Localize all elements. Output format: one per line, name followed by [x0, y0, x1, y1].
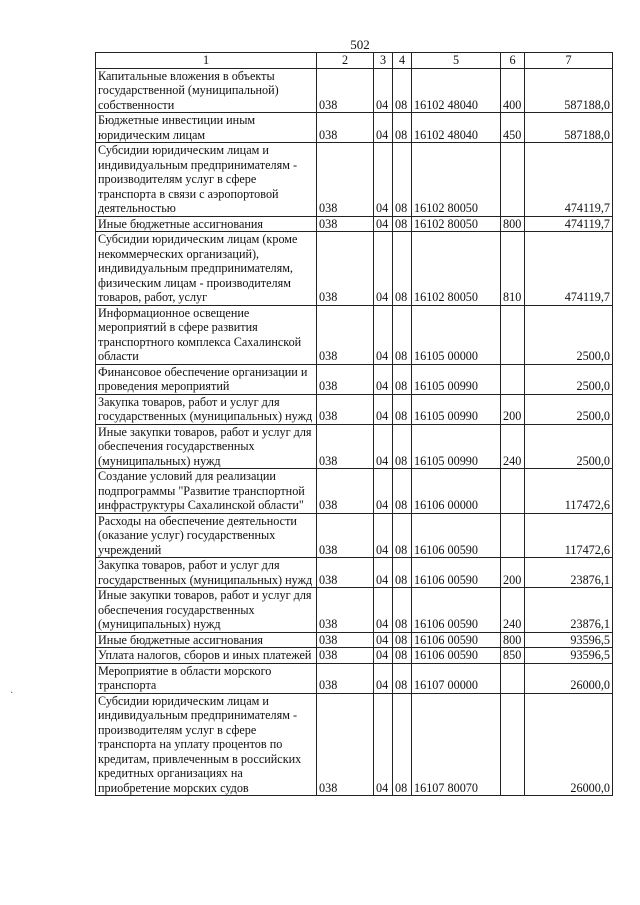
row-target-code: 16105 00000 [412, 305, 501, 364]
budget-table [95, 52, 613, 796]
row-section-code: 04 [374, 663, 393, 693]
row-description: Уплата налогов, сборов и иных платежей [96, 648, 317, 664]
row-ministry-code: 038 [317, 513, 374, 558]
row-expense-type-code: 850 [501, 648, 525, 664]
row-subsection-code: 08 [393, 216, 412, 232]
row-ministry-code: 038 [317, 216, 374, 232]
row-expense-type-code: 810 [501, 232, 525, 306]
row-description: Закупка товаров, работ и услуг для государственных (муниципальных) нужд [96, 394, 317, 424]
row-subsection-code: 08 [393, 424, 412, 469]
row-subsection-code: 08 [393, 663, 412, 693]
row-target-code: 16102 80050 [412, 216, 501, 232]
table-row [96, 588, 613, 633]
row-expense-type-code: 800 [501, 216, 525, 232]
row-amount: 26000,0 [525, 663, 613, 693]
row-subsection-code: 08 [393, 588, 412, 633]
row-ministry-code: 038 [317, 394, 374, 424]
row-description: Расходы на обеспечение деятельности (оказание услуг) государственных учреждений [96, 513, 317, 558]
row-ministry-code: 038 [317, 232, 374, 306]
row-target-code: 16102 48040 [412, 113, 501, 143]
row-ministry-code: 038 [317, 588, 374, 633]
table-row [96, 232, 613, 306]
row-description: Капитальные вложения в объекты государственной (муниципальной) собственности [96, 68, 317, 113]
row-description: Иные бюджетные ассигнования [96, 216, 317, 232]
page-number: 502 [350, 37, 370, 52]
row-ministry-code: 038 [317, 113, 374, 143]
scan-mark: · [10, 688, 14, 699]
row-target-code: 16106 00590 [412, 648, 501, 664]
row-section-code: 04 [374, 632, 393, 648]
row-target-code: 16102 48040 [412, 68, 501, 113]
table-row [96, 693, 613, 796]
row-description: Иные закупки товаров, работ и услуг для обеспечения государственных (муниципальных) нужд [96, 588, 317, 633]
row-description: Создание условий для реализации подпрограммы "Развитие транспортной инфраструктуры Сахалинской области" [96, 469, 317, 514]
table-row [96, 216, 613, 232]
row-expense-type-code: 200 [501, 558, 525, 588]
table-row [96, 648, 613, 664]
row-amount: 26000,0 [525, 693, 613, 796]
table-row [96, 513, 613, 558]
row-ministry-code: 038 [317, 68, 374, 113]
row-expense-type-code [501, 143, 525, 217]
row-target-code: 16102 80050 [412, 143, 501, 217]
row-description: Закупка товаров, работ и услуг для государственных (муниципальных) нужд [96, 558, 317, 588]
row-amount: 474119,7 [525, 232, 613, 306]
row-expense-type-code: 450 [501, 113, 525, 143]
row-section-code: 04 [374, 394, 393, 424]
row-section-code: 04 [374, 424, 393, 469]
row-description: Иные закупки товаров, работ и услуг для обеспечения государственных (муниципальных) нужд [96, 424, 317, 469]
row-ministry-code: 038 [317, 632, 374, 648]
row-section-code: 04 [374, 364, 393, 394]
row-expense-type-code [501, 305, 525, 364]
row-ministry-code: 038 [317, 663, 374, 693]
row-subsection-code: 08 [393, 558, 412, 588]
row-target-code: 16106 00590 [412, 632, 501, 648]
table-row [96, 469, 613, 514]
row-section-code: 04 [374, 588, 393, 633]
row-ministry-code: 038 [317, 424, 374, 469]
row-ministry-code: 038 [317, 693, 374, 796]
row-target-code: 16106 00590 [412, 513, 501, 558]
table-row [96, 558, 613, 588]
row-section-code: 04 [374, 558, 393, 588]
row-description: Субсидии юридическим лицам (кроме некоммерческих организаций), индивидуальным предпринимателям, физическим лицам - производителям товаров, работ, услуг [96, 232, 317, 306]
row-ministry-code: 038 [317, 469, 374, 514]
row-expense-type-code [501, 513, 525, 558]
row-expense-type-code: 400 [501, 68, 525, 113]
row-amount: 23876,1 [525, 588, 613, 633]
row-amount: 2500,0 [525, 394, 613, 424]
table-body [96, 68, 613, 796]
row-subsection-code: 08 [393, 469, 412, 514]
row-subsection-code: 08 [393, 232, 412, 306]
row-ministry-code: 038 [317, 364, 374, 394]
row-expense-type-code: 240 [501, 424, 525, 469]
row-section-code: 04 [374, 305, 393, 364]
row-amount: 474119,7 [525, 143, 613, 217]
row-description: Субсидии юридическим лицам и индивидуальным предпринимателям - производителям услуг в сфере транспорта на уплату процентов по кредитам, привлеченным в российских кредитных организациях на приобретение морских судов [96, 693, 317, 796]
row-expense-type-code [501, 663, 525, 693]
row-section-code: 04 [374, 469, 393, 514]
row-subsection-code: 08 [393, 648, 412, 664]
header-col-5: 5 [412, 53, 501, 69]
row-target-code: 16105 00990 [412, 394, 501, 424]
row-subsection-code: 08 [393, 632, 412, 648]
row-ministry-code: 038 [317, 648, 374, 664]
row-section-code: 04 [374, 68, 393, 113]
table-row [96, 364, 613, 394]
header-col-6: 6 [501, 53, 525, 69]
row-amount: 2500,0 [525, 305, 613, 364]
row-description: Иные бюджетные ассигнования [96, 632, 317, 648]
table-row [96, 113, 613, 143]
header-col-2: 2 [317, 53, 374, 69]
header-col-4: 4 [393, 53, 412, 69]
row-subsection-code: 08 [393, 113, 412, 143]
row-section-code: 04 [374, 513, 393, 558]
row-section-code: 04 [374, 143, 393, 217]
row-amount: 2500,0 [525, 424, 613, 469]
header-col-1: 1 [96, 53, 317, 69]
row-ministry-code: 038 [317, 558, 374, 588]
row-description: Мероприятие в области морского транспорта [96, 663, 317, 693]
table-row [96, 424, 613, 469]
row-expense-type-code: 240 [501, 588, 525, 633]
table-row [96, 394, 613, 424]
row-target-code: 16107 00000 [412, 663, 501, 693]
row-expense-type-code [501, 364, 525, 394]
row-target-code: 16106 00000 [412, 469, 501, 514]
row-subsection-code: 08 [393, 305, 412, 364]
row-description: Финансовое обеспечение организации и проведения мероприятий [96, 364, 317, 394]
header-col-7: 7 [525, 53, 613, 69]
row-section-code: 04 [374, 216, 393, 232]
row-ministry-code: 038 [317, 143, 374, 217]
row-section-code: 04 [374, 232, 393, 306]
row-amount: 93596,5 [525, 632, 613, 648]
row-subsection-code: 08 [393, 143, 412, 217]
row-subsection-code: 08 [393, 68, 412, 113]
row-section-code: 04 [374, 113, 393, 143]
row-amount: 117472,6 [525, 469, 613, 514]
row-section-code: 04 [374, 693, 393, 796]
row-expense-type-code: 200 [501, 394, 525, 424]
row-expense-type-code [501, 693, 525, 796]
row-subsection-code: 08 [393, 513, 412, 558]
row-expense-type-code [501, 469, 525, 514]
row-amount: 587188,0 [525, 68, 613, 113]
row-description: Субсидии юридическим лицам и индивидуальным предпринимателям - производителям услуг в сфере транспорта в связи с аэропортовой деятельностью [96, 143, 317, 217]
row-ministry-code: 038 [317, 305, 374, 364]
row-expense-type-code: 800 [501, 632, 525, 648]
row-subsection-code: 08 [393, 693, 412, 796]
row-subsection-code: 08 [393, 394, 412, 424]
row-target-code: 16105 00990 [412, 424, 501, 469]
row-amount: 117472,6 [525, 513, 613, 558]
table-row [96, 632, 613, 648]
row-description: Информационное освещение мероприятий в сфере развития транспортного комплекса Сахалинской области [96, 305, 317, 364]
row-amount: 2500,0 [525, 364, 613, 394]
table-row [96, 663, 613, 693]
row-section-code: 04 [374, 648, 393, 664]
row-target-code: 16105 00990 [412, 364, 501, 394]
row-target-code: 16106 00590 [412, 558, 501, 588]
row-amount: 23876,1 [525, 558, 613, 588]
row-target-code: 16106 00590 [412, 588, 501, 633]
table-row [96, 68, 613, 113]
header-col-3: 3 [374, 53, 393, 69]
header-row [96, 53, 613, 69]
table-row [96, 143, 613, 217]
row-amount: 474119,7 [525, 216, 613, 232]
row-subsection-code: 08 [393, 364, 412, 394]
row-amount: 93596,5 [525, 648, 613, 664]
row-target-code: 16107 80070 [412, 693, 501, 796]
row-amount: 587188,0 [525, 113, 613, 143]
table-row [96, 305, 613, 364]
row-target-code: 16102 80050 [412, 232, 501, 306]
row-description: Бюджетные инвестиции иным юридическим лицам [96, 113, 317, 143]
